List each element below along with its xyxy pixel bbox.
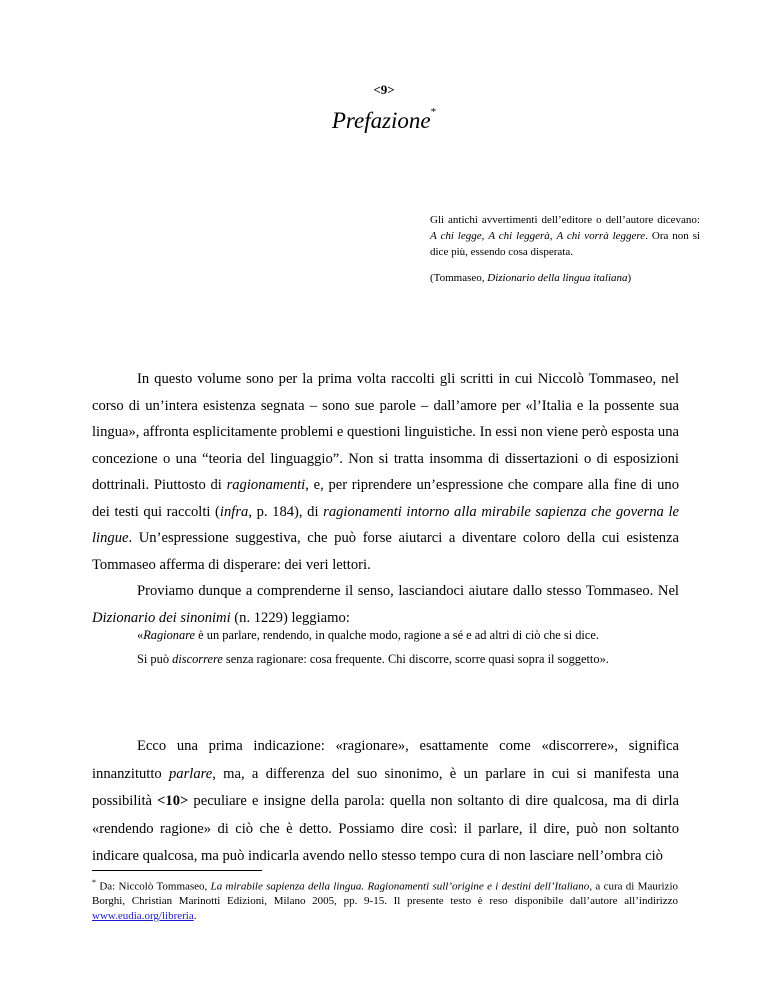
text-span: , e, per riprendere un’espressione che compare alla fine di uno dei testi qui raccolti ( [92, 477, 680, 520]
italic-span: Dizionario dei sinonimi [92, 609, 231, 626]
footnote-mark: * [92, 878, 96, 887]
epigraph-source-span: ) [627, 272, 632, 284]
text-span: Ecco una prima indicazione: «ragionare», esattamente come «discorrere», significa innanzitutto [92, 738, 679, 782]
footnote-text [92, 876, 678, 923]
quote-line-2 [137, 648, 657, 672]
epigraph-span: Gli antichi avvertimenti dell’editore o dell’autore dicevano: [430, 214, 700, 226]
quote-span: è un parlare, rendendo, in qualche modo, ragione a sé e ad altri di ciò che si dice. [195, 628, 599, 642]
text-span: Proviamo dunque a comprenderne il senso, lasciandoci aiutare dallo stesso Tommaseo. Nel [137, 583, 679, 599]
epigraph [430, 212, 700, 286]
italic-span: infra [219, 503, 249, 520]
text-span: . Un’espressione suggestiva, che può forse aiutarci a diventare coloro della cui esistenza Tommaseo afferma di disperare: dei veri lettori. [92, 530, 679, 573]
paragraph-3 [92, 733, 679, 871]
text-span: (n. 1229) leggiamo: [230, 609, 350, 626]
body-text [92, 366, 679, 631]
footnote-divider [92, 870, 262, 871]
text-span: , p. 184), di [248, 503, 324, 520]
body-text-continued [92, 733, 679, 871]
epigraph-source [430, 270, 700, 286]
quote-line-1 [137, 624, 657, 648]
epigraph-span: . Ora non si dice più, essendo cosa disperata. [430, 230, 701, 258]
quote-italic: Ragionare [143, 628, 196, 642]
italic-span: ragionamenti intorno alla mirabile sapienza che governa le lingue [92, 503, 679, 546]
text-span: , ma, a differenza del suo sinonimo, è un parlare in cui si manifesta una possibilità [92, 765, 679, 809]
quote-span: « [137, 628, 144, 642]
epigraph-span: , [549, 230, 557, 242]
quote-span: Si può [137, 651, 173, 666]
epigraph-source-span: (Tommaseo, [430, 272, 488, 284]
page-title [0, 108, 768, 134]
epigraph-italic: A chi legge [430, 230, 482, 242]
paragraph-1 [92, 366, 679, 578]
epigraph-italic: A chi leggerà [488, 230, 550, 242]
footnote-link[interactable]: www.eudia.org/libreria [92, 909, 194, 922]
quote-italic: discorrere [172, 651, 223, 666]
page-marker-inline: <10> [157, 793, 189, 809]
italic-span: parlare [169, 765, 213, 782]
footnote-italic: La mirabile sapienza della lingua. Ragionamenti sull’origine e i destini dell’Italiano [210, 880, 590, 893]
footnote-span: , a cura di Maurizio Borghi, Christian Marinotti Edizioni, Milano 2005, pp. 9-15. Il presente testo è reso disponibile dall’autore all’indirizzo [92, 880, 678, 908]
footnote-span: . [193, 909, 197, 922]
epigraph-source-title: Dizionario della lingua italiana [487, 272, 628, 284]
title-footnote-mark: * [430, 106, 437, 119]
footnote [92, 876, 678, 923]
quote-span: senza ragionare: cosa frequente. Chi discorre, scorre quasi sopra il soggetto». [222, 651, 609, 666]
epigraph-span: , [481, 230, 489, 242]
title-text: Prefazione [331, 108, 431, 133]
page-marker: <9> [373, 82, 395, 97]
block-quote [137, 624, 657, 671]
epigraph-italic: A chi vorrà leggere [556, 230, 646, 242]
text-span: In questo volume sono per la prima volta raccolti gli scritti in cui Niccolò Tommaseo, nel corso di un’intera esistenza segnata – sono sue parole – dall’amore per «l’Italia e la possente sua lingua», affronta esplicitamente problemi e questioni linguistiche. In essi non viene però esposta una concezione o una “teoria del linguaggio”. Non si tratta insomma di dissertazioni o di esposizioni dottrinali. Piuttosto di [92, 371, 679, 493]
italic-span: ragionamenti [226, 477, 306, 493]
footnote-span: Da: Niccolò Tommaseo, [96, 880, 211, 893]
epigraph-text [430, 212, 700, 260]
text-span: peculiare e insigne della parola: quella non soltanto di dire qualcosa, ma di dirla «rendendo ragione» di ciò che è detto. Possiamo dire così: il parlare, il dire, può non soltanto indicare qualcosa, ma può indicarla avendo nello stesso tempo cura di non lasciare nell’ombra ciò [92, 793, 679, 864]
